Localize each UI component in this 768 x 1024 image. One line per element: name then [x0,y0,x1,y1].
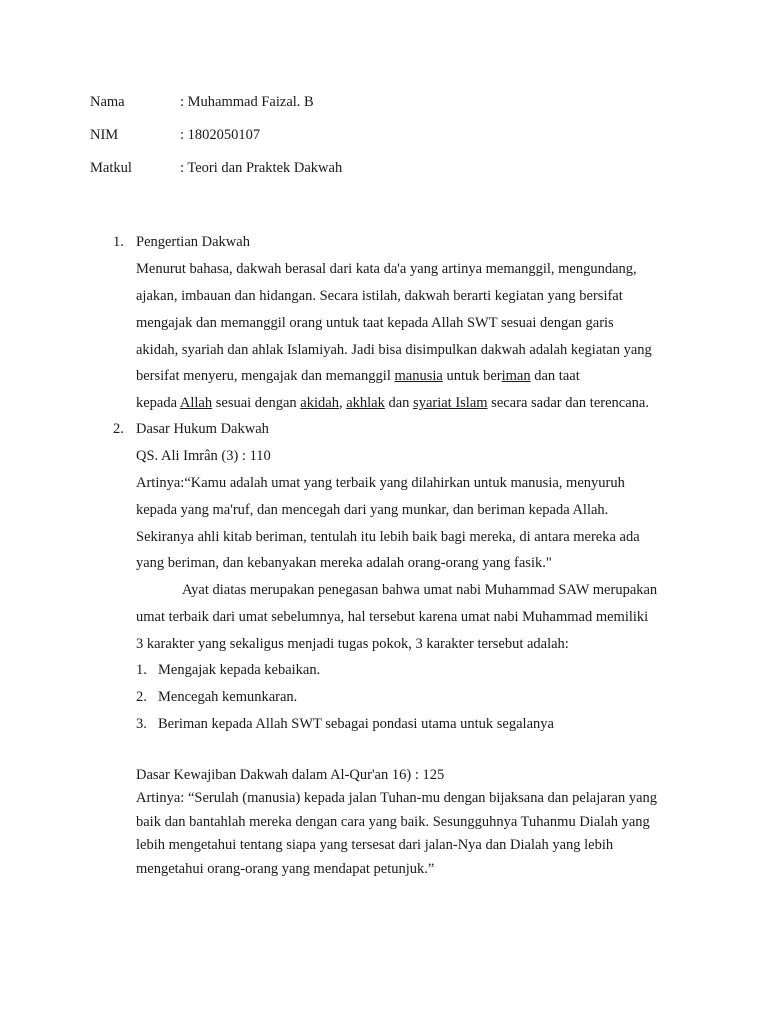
section1-line-3: mengajak dan memanggil orang untuk taat kepada Allah SWT sesuai dengan garis [136,315,614,331]
character-number-3: 3. [136,716,147,732]
nim-value: : 1802050107 [180,127,261,143]
character-number-1: 1. [136,662,147,678]
link-akhlak[interactable]: akhlak [346,395,385,411]
text-span: , [338,395,347,411]
translation-line-4: yang beriman, dan kebanyakan mereka adalah orang-orang yang fasik." [136,555,552,571]
course-value: : Teori dan Praktek Dakwah [180,160,343,176]
verse-reference: QS. Ali Imrân (3) : 110 [136,448,271,464]
section1-line-5 [136,366,580,386]
name-value: : Muhammad Faizal. B [180,94,314,110]
obligation-line-4: mengetahui orang-orang yang mendapat petunjuk.” [136,861,435,877]
section1-line-2: ajakan, imbauan dan hidangan. Secara istilah, dakwah berarti kegiatan yang bersifat [136,288,623,304]
link-akidah[interactable]: akidah [300,395,339,411]
character-text-1: Mengajak kepada kebaikan. [158,662,321,678]
text-span: dan [384,395,414,411]
character-text-3: Beriman kepada Allah SWT sebagai pondasi utama untuk segalanya [158,716,554,732]
text-span: bersifat menyeru, mengajak dan memanggil [136,368,395,384]
link-syariat-islam[interactable]: syariat Islam [413,395,488,411]
section1-heading: Pengertian Dakwah [136,234,250,250]
text-span: secara sadar dan terencana. [487,395,649,411]
explanation-line-2: umat terbaik dari umat sebelumnya, hal tersebut karena umat nabi Muhammad memiliki [136,609,649,625]
translation-line-2: kepada yang ma'ruf, dan mencegah dari yang munkar, dan beriman kepada Allah. [136,502,609,518]
section1-number: 1. [113,234,124,250]
link-manusia[interactable]: manusia [394,368,443,384]
section1-line-1: Menurut bahasa, dakwah berasal dari kata da'a yang artinya memanggil, mengundang, [136,261,637,277]
text-span: kepada [136,395,180,411]
text-span: dan taat [530,368,580,384]
translation-line-1: Artinya:“Kamu adalah umat yang terbaik yang dilahirkan untuk manusia, menyuruh [136,475,625,491]
character-number-2: 2. [136,689,147,705]
link-allah[interactable]: Allah [179,395,213,411]
section2-heading: Dasar Hukum Dakwah [136,421,269,437]
explanation-line-3: 3 karakter yang sekaligus menjadi tugas pokok, 3 karakter tersebut adalah: [136,636,569,652]
section1-line-4: akidah, syariah dan ahlak Islamiyah. Jadi bisa disimpulkan dakwah adalah kegiatan yang [136,342,652,358]
obligation-line-2: baik dan bantahlah mereka dengan cara yang baik. Sesungguhnya Tuhanmu Dialah yang [136,814,650,830]
explanation-line-1: Ayat diatas merupakan penegasan bahwa umat nabi Muhammad SAW merupakan [182,582,658,598]
text-span: untuk ber [442,368,502,384]
nim-label: NIM [90,127,119,143]
text-span: sesuai dengan [212,395,301,411]
character-text-2: Mencegah kemunkaran. [158,689,298,705]
name-label: Nama [90,94,125,110]
course-label: Matkul [90,160,132,176]
obligation-reference: Dasar Kewajiban Dakwah dalam Al-Qur'an 16) : 125 [136,767,445,783]
section2-number: 2. [113,421,124,437]
obligation-line-3: lebih mengetahui tentang siapa yang tersesat dari jalan-Nya dan Dialah yang lebih [136,837,614,853]
translation-line-3: Sekiranya ahli kitab beriman, tentulah itu lebih baik bagi mereka, di antara mereka ada [136,529,640,545]
obligation-line-1: Artinya: “Serulah (manusia) kepada jalan Tuhan-mu dengan bijaksana dan pelajaran yang [136,790,658,806]
link-iman[interactable]: iman [501,368,531,384]
section1-line-6 [136,393,649,413]
